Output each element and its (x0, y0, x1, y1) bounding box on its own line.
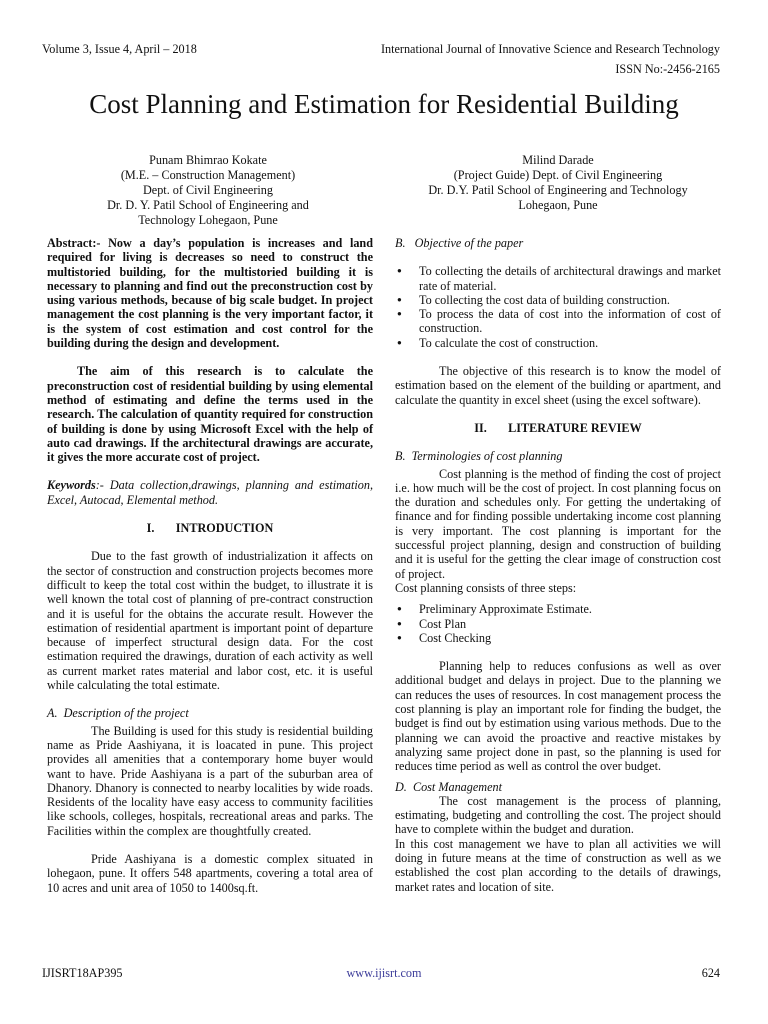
author-degree: (M.E. – Construction Management) (120, 168, 296, 182)
literature-paragraph-4: In this cost management we have to plan all activities we will doing in future means at the time of construction as well as we established the cost plan according to the details of drawings, market rates and location of site. (395, 836, 721, 894)
author-location: Lohegaon, Pune (518, 198, 598, 212)
journal-url: www.ijisrt.com (346, 966, 422, 980)
list-item: ● To collecting the details of architectural drawings and market rate of material. (395, 264, 721, 293)
list-item: ● To process the data of cost into the information of cost of construction. (395, 307, 721, 336)
list-item: ● Cost Checking (395, 631, 721, 645)
literature-paragraph-1: Cost planning is the method of finding the cost of project i.e. how much will be the cost of project. In cost planning focus on the duration and schedules only. For getting the undertaking of finance and for finding possible undertaking income cost planning is very important. The cost planning is important for the successful project planning, design and construction of building and it is useful for the getting the clear image of construction cost of project. (395, 466, 721, 581)
volume-issue: Volume 3, Issue 4, April – 2018 (42, 42, 197, 56)
abstract-label: Abstract:- (47, 236, 101, 250)
paper-id: IJISRT18AP395 (42, 966, 123, 980)
author-block-2 (398, 153, 718, 213)
objective-paragraph: The objective of this research is to know the model of estimation based on the element of the building or apartment, and calculate the quantity in excel sheet (using the excel software). (395, 364, 721, 407)
keywords-text: :- Data collection,drawings, planning and estimation, Excel, Autocad, Elemental method. (47, 478, 373, 507)
cost-planning-steps (395, 602, 721, 645)
section-heading-introduction: I. INTRODUCTION (146, 521, 274, 536)
list-item: ● To collecting the cost data of building construction. (395, 293, 721, 307)
section-heading-literature: II. LITERATURE REVIEW (474, 420, 642, 435)
page-number: 624 (701, 966, 720, 980)
paper-title: Cost Planning and Estimation for Residential Building (89, 89, 679, 119)
left-column (47, 236, 373, 895)
objective-list (395, 264, 721, 350)
keywords-label: Keywords (47, 478, 96, 493)
right-column (395, 236, 721, 894)
author-block-1 (48, 153, 368, 228)
subsection-heading-terminologies: B. Terminologies of cost planning (395, 449, 563, 464)
intro-paragraph-1: Due to the fast growth of industrialization it affects on the sector of construction and construction projects becomes more difficult to keep the total cost within the budget, to illustrate it is well known the total cost of planning of pre-contract construction and it is useful for the obtains the accurate result. However the estimation of residential apartment is important point of departure because of imperfect structural design data. For the cost estimation required the drawings, duration of each activity as well as current market rates material and labor cost, etc. it is useful while calculating the total estimate. (47, 549, 373, 693)
issn: ISSN No:-2456-2165 (615, 62, 720, 76)
abstract-paragraph-2: The aim of this research is to calculate the preconstruction cost of residential building by using elemental method of estimating and define the terms used in the research. The calculation of quantity required for construction of building is done by using Microsoft Excel with the help of auto cad drawings. If the architectural drawings are accurate, it gives the more accurate cost of project. (47, 364, 373, 465)
author-school: Dr. D. Y. Patil School of Engineering and (107, 198, 309, 212)
intro-paragraph-2: The Building is used for this study is residential building name as Pride Aashiyana, it is loacated in pune. This project provides all amenities that a contemporary home buyer would want to have. Pride Aashiyana is a part of the suburban area of Dhanory. Dhanory is connected to nearby localities by wide roads. Residents of the locality have easy access to community facilities like schools, colleges, hospitals, recreational areas and parks. The Facilities within the complex are thoughtfully created. (47, 723, 373, 838)
subsection-heading-objective: B. Objective of the paper (395, 236, 524, 250)
author-school: Dr. D.Y. Patil School of Engineering and Technology (428, 183, 688, 197)
author-location: Technology Lohegaon, Pune (138, 213, 278, 227)
journal-name: International Journal of Innovative Science and Research Technology (380, 42, 720, 56)
subsection-heading-cost-management: D. Cost Management (395, 779, 502, 794)
abstract-paragraph (47, 236, 373, 350)
subsection-heading-description: A. Description of the project (47, 706, 189, 721)
author-dept: Dept. of Civil Engineering (143, 183, 273, 197)
literature-paragraph-steps: Cost planning consists of three steps: (395, 580, 577, 595)
list-item: ● Cost Plan (395, 617, 721, 631)
literature-paragraph-3: The cost management is the process of planning, estimating, budgeting and controlling the cost. The project should have to complete within the budget and duration. (395, 793, 721, 837)
author-name: Milind Darade (522, 153, 594, 167)
list-item: ● To calculate the cost of construction. (395, 336, 721, 350)
intro-paragraph-3: Pride Aashiyana is a domestic complex situated in lohegaon, pune. It offers 548 apartments, covering a total area of 10 acres and unit area of 1050 to 1400sq.ft. (47, 851, 373, 895)
literature-paragraph-2: Planning help to reduces confusions as well as over additional budget and delays in project. Due to the planning we can reduces the uses of resources. In cost management process the cost planning is play an important role for finding the budget, the budget is find out by estimation using various methods. Due to the planning we can avoid the proactive and reactive mistakes by analyzing same project done in past, so the planning is used for reduces time period as well as control the over budget. (395, 659, 721, 774)
keywords-paragraph (47, 478, 373, 507)
author-name: Punam Bhimrao Kokate (149, 153, 267, 167)
author-role: (Project Guide) Dept. of Civil Engineering (453, 168, 663, 182)
abstract-text: Now a day’s population is increases and land required for living is decreases so need to construct the multistoried building, for the multistoried building it is necessary to planning and find out the preconstruction cost by using various methods, because of big scale budget. In project management the cost planning is the very important factor, it is the system of cost estimation and cost control for the building during the design and development. (47, 236, 373, 351)
list-item: ● Preliminary Approximate Estimate. (395, 602, 721, 616)
